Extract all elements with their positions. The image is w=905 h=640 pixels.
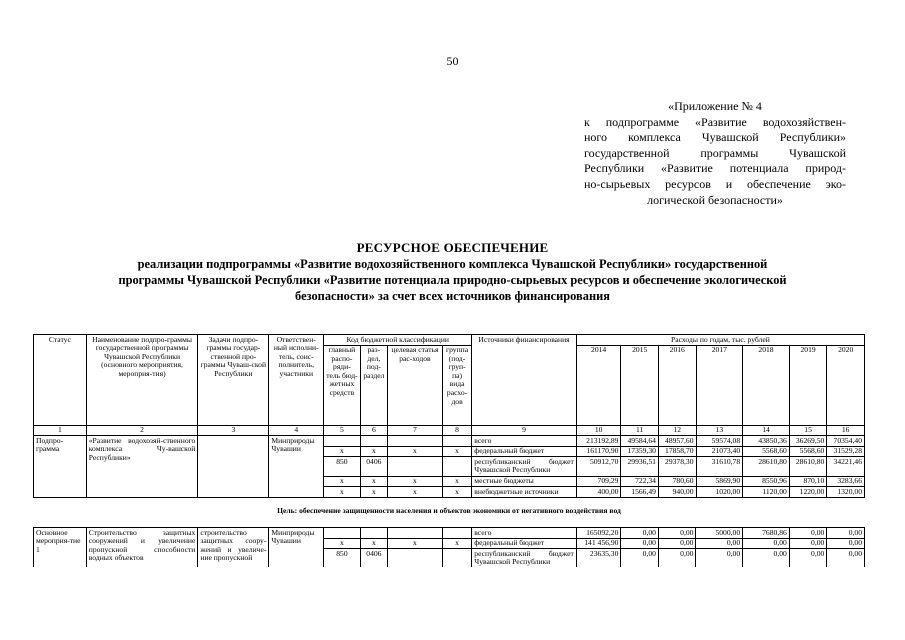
cell-source: республиканский бюджет Чувашской Республики bbox=[472, 549, 577, 568]
header-executor: Ответствен-ный исполни-тель, соис-полнитель, участники bbox=[269, 335, 324, 426]
cell-section: x bbox=[360, 476, 387, 487]
header-sources: Источники финансирования bbox=[472, 335, 577, 426]
header-group: группа (под-груп-па) вида расхо-дов bbox=[442, 345, 471, 425]
header-status: Статус bbox=[34, 335, 87, 426]
cell-value: 7680,86 bbox=[743, 528, 790, 539]
cell-value: 0,00 bbox=[621, 549, 659, 568]
cell-value: 21073,40 bbox=[696, 446, 743, 457]
cell-value: 8550,96 bbox=[743, 476, 790, 487]
cell-source: всего bbox=[472, 528, 577, 539]
cell-value: 165092,20 bbox=[576, 528, 621, 539]
cell-value: 0,00 bbox=[827, 528, 865, 539]
cell-value: 34221,46 bbox=[827, 457, 865, 476]
cell-value: 17858,70 bbox=[658, 446, 696, 457]
heading-line: безопасности» за счет всех источников финансирования bbox=[295, 289, 610, 303]
cell-value: 0,00 bbox=[658, 528, 696, 539]
cell-value: 0,00 bbox=[621, 538, 659, 549]
cell-value: 5869,90 bbox=[696, 476, 743, 487]
cell-group: x bbox=[442, 476, 471, 487]
resource-table bbox=[33, 334, 865, 498]
cell-source: всего bbox=[472, 436, 577, 447]
column-number: 3 bbox=[198, 425, 269, 436]
cell-value: 722,34 bbox=[621, 476, 659, 487]
column-number: 1 bbox=[34, 425, 87, 436]
cell-value: 709,29 bbox=[576, 476, 621, 487]
row-status: Подпро-грамма bbox=[34, 436, 87, 498]
cell-value: 0,00 bbox=[827, 538, 865, 549]
cell-section: 0406 bbox=[360, 549, 387, 568]
cell-value: 0,00 bbox=[621, 528, 659, 539]
row-name: Строительство защитных сооружений и увеличение пропускной способности водных объектов bbox=[86, 528, 198, 568]
cell-manager: x bbox=[324, 538, 361, 549]
header-expenses: Расходы по годам, тыс. рублей bbox=[576, 335, 864, 346]
cell-target bbox=[388, 436, 443, 447]
resource-table-continued bbox=[33, 527, 865, 567]
column-number: 14 bbox=[743, 425, 790, 436]
cell-value: 5568,60 bbox=[743, 446, 790, 457]
cell-value: 1220,00 bbox=[789, 487, 827, 498]
cell-section: x bbox=[360, 446, 387, 457]
row-executor: Минприроды Чувашии bbox=[269, 528, 324, 568]
cell-section bbox=[360, 528, 387, 539]
appendix-note bbox=[584, 99, 846, 208]
cell-group: x bbox=[442, 538, 471, 549]
appendix-line: к подпрограмме «Развитие водохозяйствен- bbox=[584, 114, 846, 129]
cell-value: 49584,64 bbox=[621, 436, 659, 447]
cell-group bbox=[442, 528, 471, 539]
cell-manager: x bbox=[324, 487, 361, 498]
cell-manager: x bbox=[324, 446, 361, 457]
row-name: «Развитие водохозяй-ственного комплекса Чу-вашской Республики» bbox=[86, 436, 198, 498]
header-year: 2018 bbox=[743, 345, 790, 425]
cell-group bbox=[442, 549, 471, 568]
column-number: 15 bbox=[789, 425, 827, 436]
page-number: 50 bbox=[446, 54, 459, 68]
cell-value: 0,00 bbox=[789, 528, 827, 539]
header-name: Наименование подпро-граммы государственной программы Чувашской Республики (основного мероприятия, мероприя-тия) bbox=[86, 335, 198, 426]
cell-value: 48957,60 bbox=[658, 436, 696, 447]
cell-value: 141 456,90 bbox=[576, 538, 621, 549]
column-number: 5 bbox=[324, 425, 361, 436]
column-number: 7 bbox=[388, 425, 443, 436]
cell-value: 0,00 bbox=[658, 549, 696, 568]
cell-manager: 850 bbox=[324, 549, 361, 568]
cell-source: внебюджетные источники bbox=[472, 487, 577, 498]
cell-value: 23635,30 bbox=[576, 549, 621, 568]
heading-line: реализации подпрограммы «Развитие водохозяйственного комплекса Чувашской Республики» государственной bbox=[137, 257, 768, 271]
cell-manager bbox=[324, 436, 361, 447]
appendix-last-line: логической безопасности» bbox=[647, 192, 783, 207]
cell-value: 780,60 bbox=[658, 476, 696, 487]
row-task: строительство защитных соору-жений и увеличе-ние пропускной bbox=[198, 528, 269, 568]
cell-value: 29378,30 bbox=[658, 457, 696, 476]
cell-value: 43850,36 bbox=[743, 436, 790, 447]
column-number: 6 bbox=[360, 425, 387, 436]
cell-section: x bbox=[360, 487, 387, 498]
header-budget-code: Код бюджетной классификации bbox=[324, 335, 472, 346]
appendix-line: ного комплекса Чувашской Республики» bbox=[584, 130, 846, 145]
cell-value: 31610,78 bbox=[696, 457, 743, 476]
cell-source: федеральный бюджет bbox=[472, 538, 577, 549]
cell-value: 400,00 bbox=[576, 487, 621, 498]
cell-value: 1020,00 bbox=[696, 487, 743, 498]
column-number: 2 bbox=[86, 425, 198, 436]
cell-target bbox=[388, 457, 443, 476]
cell-source: федеральный бюджет bbox=[472, 446, 577, 457]
cell-value: 1566,49 bbox=[621, 487, 659, 498]
cell-group: x bbox=[442, 487, 471, 498]
cell-value: 5568,60 bbox=[789, 446, 827, 457]
header-target: целевая статья рас-ходов bbox=[388, 345, 443, 425]
table-row bbox=[34, 436, 865, 447]
column-number: 12 bbox=[658, 425, 696, 436]
cell-section: 0406 bbox=[360, 457, 387, 476]
column-number: 10 bbox=[576, 425, 621, 436]
cell-value: 0,00 bbox=[696, 538, 743, 549]
cell-value: 0,00 bbox=[696, 549, 743, 568]
header-year: 2019 bbox=[789, 345, 827, 425]
cell-source: республиканский бюджет Чувашской Республики bbox=[472, 457, 577, 476]
header-year: 2016 bbox=[658, 345, 696, 425]
cell-value: 31529,28 bbox=[827, 446, 865, 457]
cell-value: 70354,40 bbox=[827, 436, 865, 447]
cell-value: 36269,50 bbox=[789, 436, 827, 447]
cell-value: 28610,80 bbox=[789, 457, 827, 476]
cell-value: 0,00 bbox=[743, 549, 790, 568]
cell-value: 0,00 bbox=[743, 538, 790, 549]
header-tasks: Задачи подпро-граммы государ-ственной про-граммы Чуваш-ской Республики bbox=[198, 335, 269, 426]
cell-value: 940,00 bbox=[658, 487, 696, 498]
column-number: 11 bbox=[621, 425, 659, 436]
column-number: 9 bbox=[472, 425, 577, 436]
document-heading bbox=[60, 240, 845, 304]
appendix-line: государственной программы Чувашской bbox=[584, 145, 846, 160]
cell-value: 1120,00 bbox=[743, 487, 790, 498]
cell-value: 0,00 bbox=[789, 538, 827, 549]
cell-value: 870,10 bbox=[789, 476, 827, 487]
row-task bbox=[198, 436, 269, 498]
cell-value: 1320,00 bbox=[827, 487, 865, 498]
cell-target: x bbox=[388, 476, 443, 487]
cell-section: x bbox=[360, 538, 387, 549]
column-number: 4 bbox=[269, 425, 324, 436]
cell-target bbox=[388, 528, 443, 539]
appendix-line: Республики «Развитие потенциала природ- bbox=[584, 161, 846, 176]
cell-target: x bbox=[388, 446, 443, 457]
row-executor: Минприроды Чувашии bbox=[269, 436, 324, 498]
cell-source: местные бюджеты bbox=[472, 476, 577, 487]
cell-value: 29936,51 bbox=[621, 457, 659, 476]
header-year: 2015 bbox=[621, 345, 659, 425]
header-section: раз-дел, под-раздел bbox=[360, 345, 387, 425]
row-status: Основное мероприя-тие 1 bbox=[34, 528, 87, 568]
cell-manager: x bbox=[324, 476, 361, 487]
cell-value: 213192,89 bbox=[576, 436, 621, 447]
cell-value: 17359,30 bbox=[621, 446, 659, 457]
cell-value: 28610,80 bbox=[743, 457, 790, 476]
cell-value: 161170,90 bbox=[576, 446, 621, 457]
cell-value: 50912,70 bbox=[576, 457, 621, 476]
appendix-line: но-сырьевых ресурсов и обеспечение эко- bbox=[584, 176, 846, 191]
table-row bbox=[34, 528, 865, 539]
header-year: 2017 bbox=[696, 345, 743, 425]
cell-value: 0,00 bbox=[827, 549, 865, 568]
header-main-manager: главный распо-ряди-тель бюд-жетных средств bbox=[324, 345, 361, 425]
cell-target: x bbox=[388, 487, 443, 498]
cell-target: x bbox=[388, 538, 443, 549]
cell-value: 5000,00 bbox=[696, 528, 743, 539]
column-number: 8 bbox=[442, 425, 471, 436]
cell-group bbox=[442, 457, 471, 476]
cell-group: x bbox=[442, 446, 471, 457]
heading-title: РЕСУРСНОЕ ОБЕСПЕЧЕНИЕ bbox=[356, 240, 549, 255]
appendix-first-line: «Приложение № 4 bbox=[668, 99, 762, 113]
cell-target bbox=[388, 549, 443, 568]
cell-value: 0,00 bbox=[658, 538, 696, 549]
cell-value: 3283,66 bbox=[827, 476, 865, 487]
cell-value: 59574,08 bbox=[696, 436, 743, 447]
cell-manager bbox=[324, 528, 361, 539]
cell-manager: 850 bbox=[324, 457, 361, 476]
cell-group bbox=[442, 436, 471, 447]
heading-line: программы Чувашской Республики «Развитие потенциала природно-сырьевых ресурсов и обеспечение экологической bbox=[118, 273, 787, 287]
column-number: 16 bbox=[827, 425, 865, 436]
goal-row: Цель: обеспечение защищенности населения и объектов экономики от негативного воздействия вод bbox=[277, 506, 621, 515]
cell-value: 0,00 bbox=[789, 549, 827, 568]
header-year: 2014 bbox=[576, 345, 621, 425]
column-number: 13 bbox=[696, 425, 743, 436]
cell-section bbox=[360, 436, 387, 447]
header-year: 2020 bbox=[827, 345, 865, 425]
